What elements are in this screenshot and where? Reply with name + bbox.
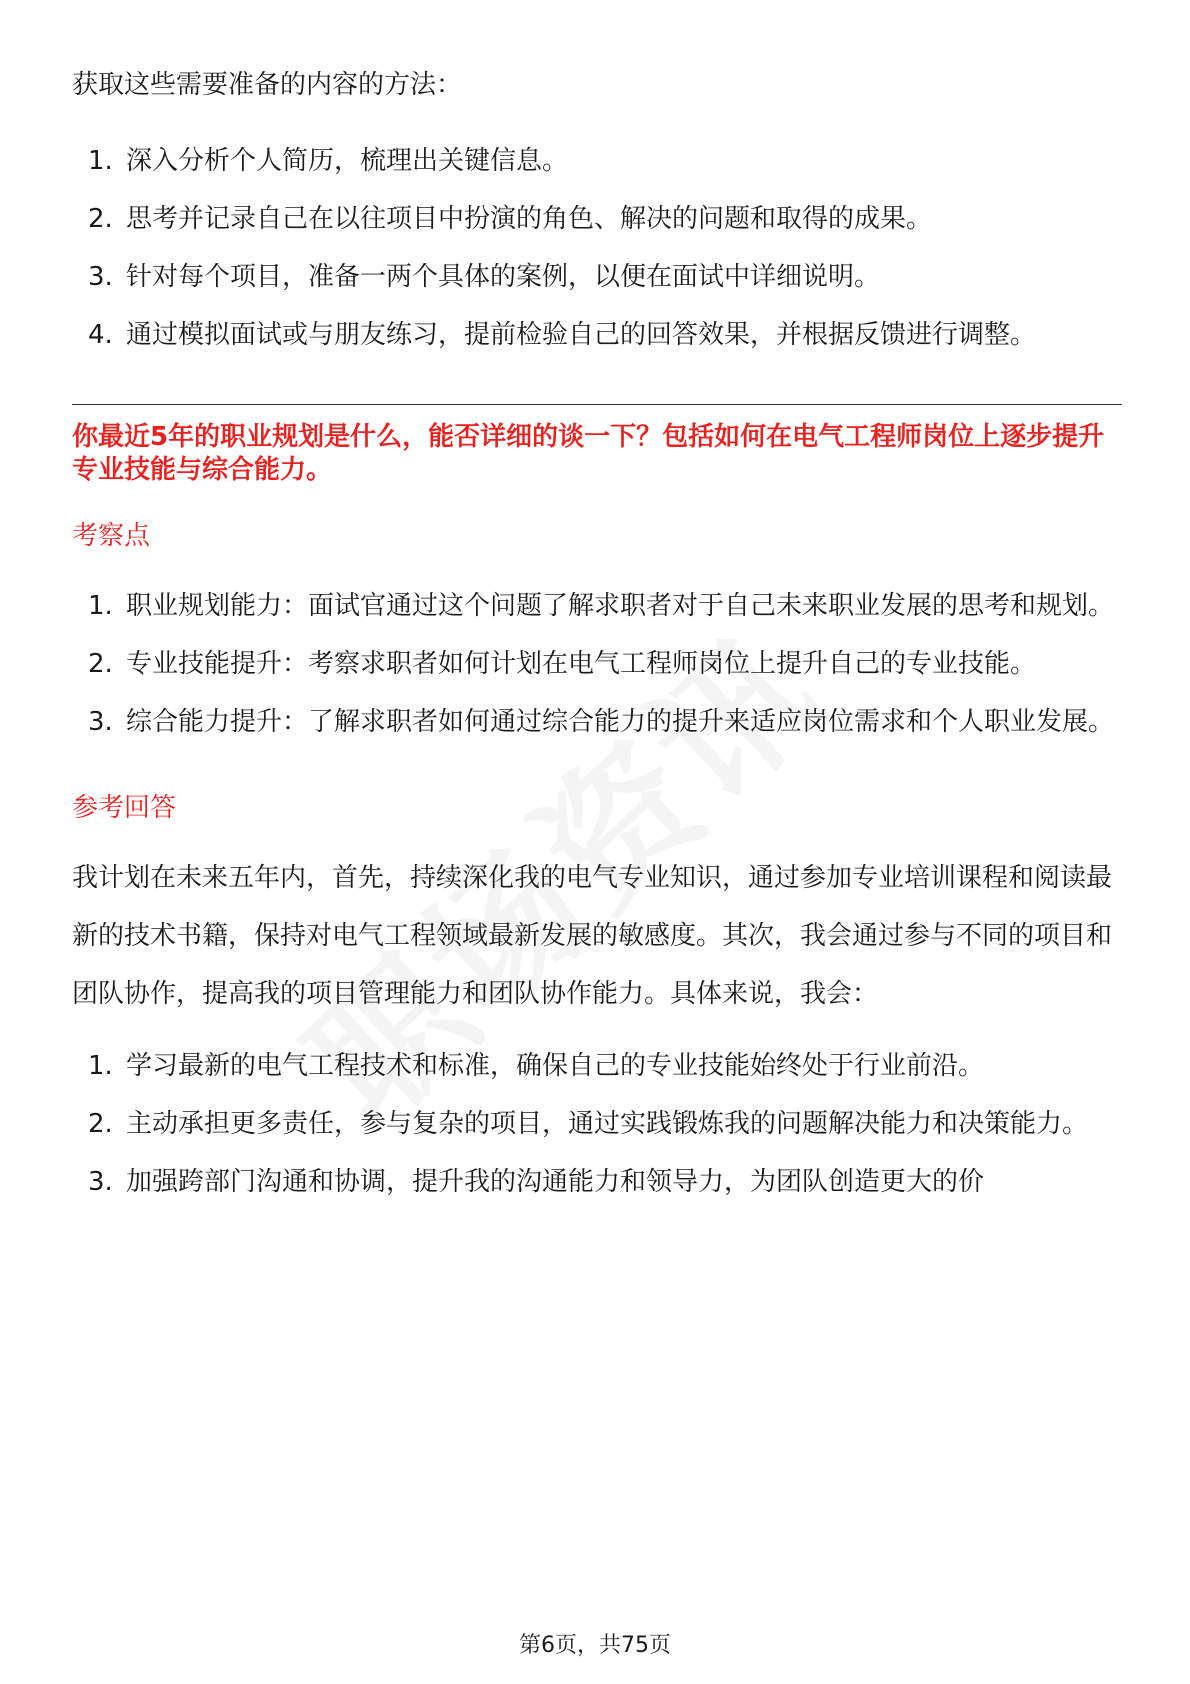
methods-list [72, 132, 1122, 364]
question-heading: 你最近5年的职业规划是什么，能否详细的谈一下？包括如何在电气工程师岗位上逐步提升专业技能与综合能力。 [72, 422, 1105, 485]
answer-text: 我计划在未来五年内，首先，持续深化我的电气专业知识，通过参加专业培训课程和阅读最新的技术书籍，保持对电气工程领域最新发展的敏感度。其次，我会通过参与不同的项目和团队协作，提高我的项目管理能力和团队协作能力。具体来说，我会： [72, 863, 1113, 1009]
list-item: 4. 通过模拟面试或与朋友练习，提前检验自己的回答效果，并根据反馈进行调整。 [88, 320, 1037, 350]
intro-text: 获取这些需要准备的内容的方法： [72, 70, 463, 100]
list-item: 3. 综合能力提升：了解求职者如何通过综合能力的提升来适应岗位需求和个人职业发展。 [88, 707, 1115, 737]
page-footer: 第6页，共75页 [519, 1633, 671, 1658]
list-item: 3. 加强跨部门沟通和协调，提升我的沟通能力和领导力，为团队创造更大的价 [88, 1167, 985, 1197]
list-item: 2. 主动承担更多责任，参与复杂的项目，通过实践锻炼我的问题解决能力和决策能力。 [88, 1109, 1089, 1139]
divider [72, 404, 1122, 405]
list-item: 2. 专业技能提升：考察求职者如何计划在电气工程师岗位上提升自己的专业技能。 [88, 649, 1037, 679]
list-item: 1. 学习最新的电气工程技术和标准，确保自己的专业技能始终处于行业前沿。 [88, 1051, 985, 1081]
list-item: 1. 深入分析个人简历，梳理出关键信息。 [88, 146, 569, 176]
list-item: 1. 职业规划能力：面试官通过这个问题了解求职者对于自己未来职业发展的思考和规划。 [88, 591, 1115, 621]
answer-list [72, 1037, 1122, 1211]
list-item: 2. 思考并记录自己在以往项目中扮演的角色、解决的问题和取得的成果。 [88, 204, 933, 234]
list-item: 3. 针对每个项目，准备一两个具体的案例，以便在面试中详细说明。 [88, 262, 881, 292]
answer-section-title: 参考回答 [72, 793, 177, 823]
focus-section-title: 考察点 [72, 521, 151, 551]
focus-list [72, 577, 1122, 751]
content [72, 56, 1122, 1211]
